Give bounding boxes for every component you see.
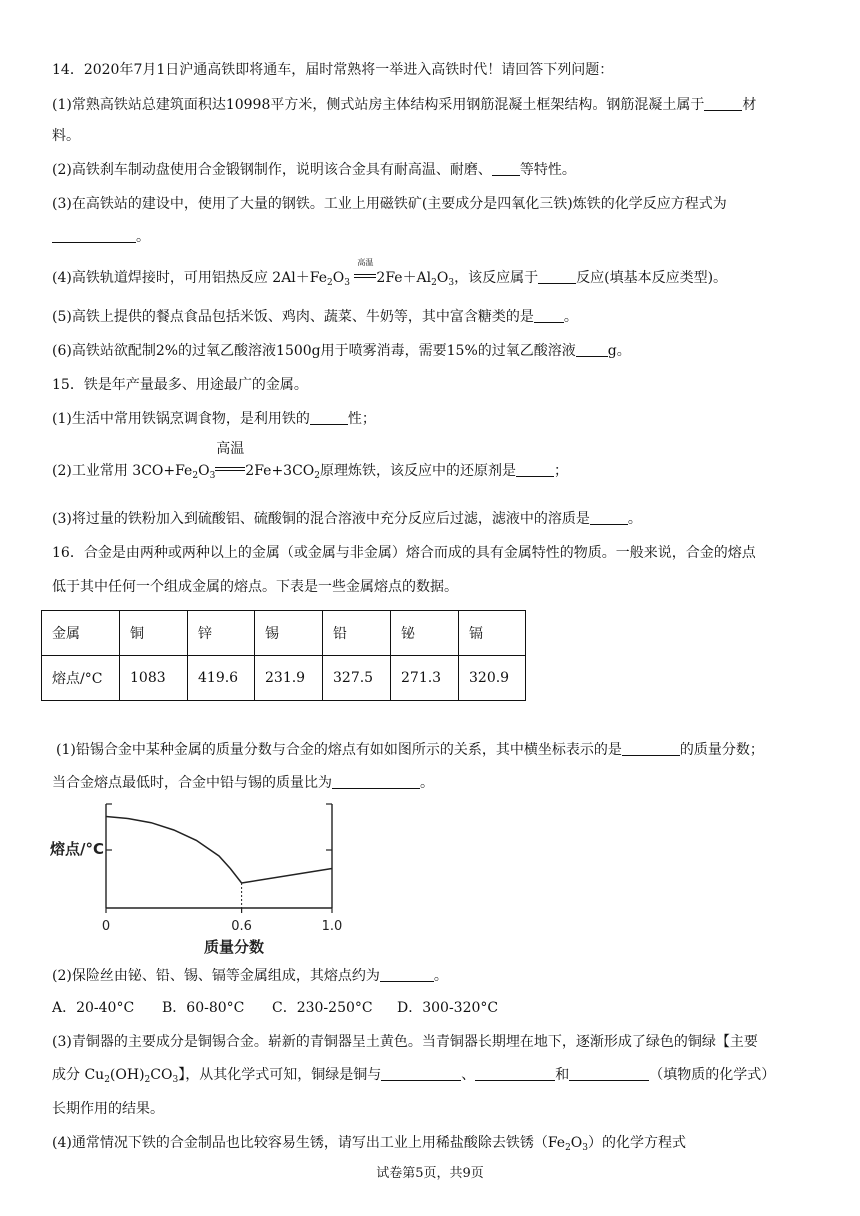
answer-blank[interactable] [381, 1066, 461, 1081]
q14-part5: (5)高铁上提供的餐点食品包括米饭、鸡肉、蔬菜、牛奶等，其中富含糖类的是 。 [52, 309, 578, 325]
chart-ylabel: 熔点/°C [50, 840, 104, 858]
answer-blank[interactable] [538, 269, 576, 284]
q15-part2: (2)工业常用 $3CO+Fe_2O_3$ 高温 $2Fe+3CO_2$原理炼铁，该反应中的还原剂是 ； [52, 441, 568, 481]
reaction-condition: 高温 [215, 461, 245, 481]
answer-blank[interactable] [492, 161, 520, 176]
table-cell: 1083 [120, 656, 188, 701]
q16-part4: (4)通常情况下铁的合金制品也比较容易生锈，请写出工业上用稀盐酸除去铁锈$(Fe_2O_3)$的化学方程式 [52, 1135, 687, 1153]
table-cell: 铅 [323, 611, 391, 656]
option-a[interactable]: A．20-40°C [52, 1000, 135, 1016]
q14-part2: (2)高铁刹车制动盘使用合金锻钢制作，说明该合金具有耐高温、耐磨、 等特性。 [52, 162, 576, 178]
q16-part1: (1)铅锡合金中某种金属的质量分数与合金的熔点有如如图所示的关系，其中横坐标表示的是 的质量分数； [56, 742, 764, 758]
answer-blank[interactable] [52, 228, 136, 243]
table-cell: 327.5 [323, 656, 391, 701]
equals-sign [354, 274, 376, 278]
table-row [42, 611, 526, 656]
series-line-1 [242, 869, 332, 884]
q14-part1-cont: 料。 [52, 128, 80, 144]
chart-axes [102, 804, 342, 934]
answer-blank[interactable] [622, 741, 680, 756]
page-footer: 试卷第5页，共9页 [376, 1166, 484, 1181]
table-cell: 铋 [391, 611, 459, 656]
option-d[interactable]: D．300-320°C [397, 1000, 499, 1016]
chart-xlabel: 质量分数 [204, 938, 265, 956]
option-b[interactable]: B．60-80°C [162, 1000, 245, 1016]
q14-part4: (4)高铁轨道焊接时，可用铝热反应 $2Al+Fe_2O_3$ 高温 $2Fe+Al_2O_3$，该反应属于 反应(填基本反应类型)。 [52, 258, 728, 288]
q16-part3-end: 长期作用的结果。 [52, 1101, 164, 1117]
answer-blank[interactable] [475, 1066, 555, 1081]
table-cell: 231.9 [255, 656, 323, 701]
equals-sign [215, 467, 245, 471]
table-cell: 镉 [459, 611, 526, 656]
table-cell: 锡 [255, 611, 323, 656]
x-tick-label: 0.6 [231, 919, 252, 934]
answer-blank[interactable] [534, 308, 564, 323]
chart-curves [106, 817, 332, 884]
q16-stem-line2: 低于其中任何一个组成金属的熔点。下表是一些金属熔点的数据。 [52, 579, 458, 595]
answer-blank[interactable] [380, 967, 434, 982]
q16-part3: (3)青铜器的主要成分是铜锡合金。崭新的青铜器呈土黄色。当青铜器长期埋在地下，逐渐形成了绿色的铜绿【主要 [52, 1034, 758, 1050]
q15-part1: (1)生活中常用铁锅烹调食物，是利用铁的 性； [52, 411, 376, 427]
table-cell: 271.3 [391, 656, 459, 701]
table-row [42, 656, 526, 701]
answer-blank[interactable] [310, 410, 348, 425]
q14-stem: 14．2020年7月1日沪通高铁即将通车，届时常熟将一举进入高铁时代！请回答下列问题： [52, 62, 614, 78]
q15-stem: 15．铁是年产量最多、用途最广的金属。 [52, 377, 308, 393]
q16-options [52, 998, 498, 1018]
q14-part1: (1)常熟高铁站总建筑面积达10998平方米，侧式站房主体结构采用钢筋混凝土框架结构。钢筋混凝土属于 材 [52, 97, 757, 113]
table-cell: 金属 [42, 611, 120, 656]
q15-part3: (3)将过量的铁粉加入到硫酸铝、硫酸铜的混合溶液中充分反应后过滤，滤液中的溶质是 。 [52, 511, 642, 527]
answer-blank[interactable] [590, 510, 628, 525]
answer-blank[interactable] [516, 462, 554, 477]
answer-blank[interactable] [576, 342, 608, 357]
x-tick-label: 0 [101, 919, 111, 934]
answer-blank[interactable] [332, 774, 420, 789]
q16-part3-cont: 成分 $Cu_2(OH)_2CO_3$】，从其化学式可知，铜绿是铜与 、 和 （填物质的化学式） [52, 1067, 776, 1085]
table-cell: 419.6 [188, 656, 255, 701]
reaction-condition: 高温 [354, 268, 376, 288]
q14-part6: (6)高铁站欲配制2%的过氧乙酸溶液1500g用于喷雾消毒，需要15%的过氧乙酸溶液 g。 [52, 343, 631, 359]
option-c[interactable]: C．230-250°C [272, 1000, 373, 1016]
q16-part2: (2)保险丝由铋、铅、锡、镉等金属组成，其熔点约为 。 [52, 968, 448, 984]
answer-blank[interactable] [704, 96, 742, 111]
series-line-0 [106, 817, 242, 884]
q16-part1-cont: 当合金熔点最低时，合金中铅与锡的质量比为 。 [52, 775, 434, 791]
table-cell: 熔点/°C [42, 656, 120, 701]
table-cell: 320.9 [459, 656, 526, 701]
melting-point-chart [44, 796, 354, 962]
q14-part3-cont: 。 [52, 227, 150, 247]
q14-part3: (3)在高铁站的建设中，使用了大量的钢铁。工业上用磁铁矿(主要成分是四氧化三铁)炼铁的化学反应方程式为 [52, 196, 727, 212]
melting-point-table [41, 610, 526, 701]
table-cell: 锌 [188, 611, 255, 656]
table-cell: 铜 [120, 611, 188, 656]
answer-blank[interactable] [569, 1066, 649, 1081]
x-tick-label: 1.0 [321, 919, 343, 934]
q16-stem-line1: 16．合金是由两种或两种以上的金属（或金属与非金属）熔合而成的具有金属特性的物质。一般来说，合金的熔点 [52, 545, 756, 561]
